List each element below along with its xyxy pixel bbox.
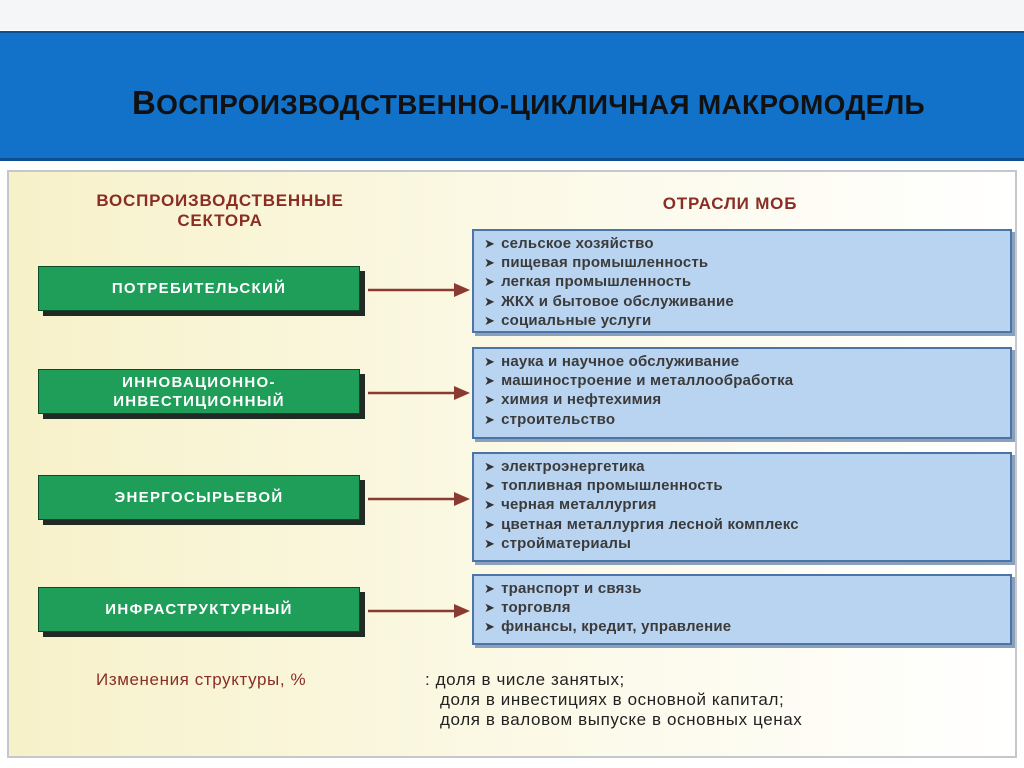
sectors-header-line-2: СЕКТОРА <box>177 211 263 230</box>
sector-consumer-button <box>38 266 360 311</box>
sector-infrastructure-button <box>38 587 360 632</box>
sector-innovation-investment-button <box>38 369 360 414</box>
sector-label-line-1: ИННОВАЦИОННО- <box>122 373 276 391</box>
arrowhead-bullet-icon: ➤ <box>484 274 496 290</box>
branches-list-infrastructure <box>472 574 1012 645</box>
list-item: ➤ ЖКХ и бытовое обслуживание <box>484 292 734 310</box>
sector-energy-raw-button <box>38 475 360 520</box>
list-item: ➤ электроэнергетика <box>484 458 645 475</box>
footer-line-3: доля в валовом выпуске в основных ценах <box>440 710 803 729</box>
right-arrow-icon <box>368 385 472 401</box>
footer-line-2: доля в инвестициях в основной капитал; <box>440 690 785 709</box>
branches-list-consumer <box>472 229 1012 333</box>
list-item: ➤ торговля <box>484 599 571 617</box>
arrowhead-bullet-icon: ➤ <box>484 581 496 596</box>
list-item: ➤ машиностроение и металлообработка <box>484 372 794 390</box>
arrowhead-bullet-icon: ➤ <box>484 459 496 474</box>
arrowhead-bullet-icon: ➤ <box>484 255 496 271</box>
top-strip <box>0 0 1024 30</box>
list-item: ➤ цветная металлургия лесной комплекс <box>484 515 799 533</box>
branches-list-energy <box>472 452 1012 562</box>
list-item: ➤ пищевая промышленность <box>484 254 709 272</box>
arrowhead-bullet-icon: ➤ <box>484 411 496 427</box>
list-item: ➤ наука и научное обслуживание <box>484 353 740 370</box>
footer-label: Изменения структуры, % <box>96 670 307 689</box>
arrowhead-bullet-icon: ➤ <box>484 619 496 635</box>
sector-label: ЭНЕРГОСЫРЬЕВОЙ <box>114 489 284 506</box>
list-item: ➤ транспорт и связь <box>484 580 642 597</box>
list-item: ➤ строительство <box>484 410 616 428</box>
footer-line-1: : доля в числе занятых; <box>425 670 625 689</box>
sector-label: ИНФРАСТРУКТУРНЫЙ <box>105 601 293 618</box>
arrowhead-bullet-icon: ➤ <box>484 293 496 309</box>
right-arrow-icon <box>368 282 472 298</box>
arrowhead-bullet-icon: ➤ <box>484 373 496 389</box>
list-item: ➤ сельское хозяйство <box>484 235 654 252</box>
list-item: ➤ топливная промышленность <box>484 477 723 495</box>
arrowhead-bullet-icon: ➤ <box>484 236 496 251</box>
list-item: ➤ химия и нефтехимия <box>484 391 662 409</box>
arrowhead-bullet-icon: ➤ <box>484 478 496 494</box>
right-arrow-icon <box>368 491 472 507</box>
arrowhead-bullet-icon: ➤ <box>484 535 496 551</box>
list-item: ➤ финансы, кредит, управление <box>484 618 732 636</box>
arrowhead-bullet-icon: ➤ <box>484 392 496 408</box>
slide-title: ВОСПРОИЗВОДСТВЕННО-ЦИКЛИЧНАЯ МАКРОМОДЕЛЬ <box>132 84 925 121</box>
arrowhead-bullet-icon: ➤ <box>484 600 496 616</box>
sectors-header-line-1: ВОСПРОИЗВОДСТВЕННЫЕ <box>96 191 344 210</box>
sectors-header <box>40 191 400 231</box>
right-arrow-icon <box>368 603 472 619</box>
arrowhead-bullet-icon: ➤ <box>484 497 496 513</box>
list-item: ➤ стройматериалы <box>484 534 632 552</box>
arrowhead-bullet-icon: ➤ <box>484 312 496 328</box>
list-item: ➤ легкая промышленность <box>484 273 692 291</box>
arrowhead-bullet-icon: ➤ <box>484 516 496 532</box>
branches-header: ОТРАСЛИ МОБ <box>662 194 798 213</box>
branches-list-innovation <box>472 347 1012 439</box>
list-item: ➤ социальные услуги <box>484 311 652 329</box>
sector-label-line-2: ИНВЕСТИЦИОННЫЙ <box>113 392 285 410</box>
list-item: ➤ черная металлургия <box>484 496 657 514</box>
sector-label: ПОТРЕБИТЕЛЬСКИЙ <box>111 280 287 297</box>
arrowhead-bullet-icon: ➤ <box>484 354 496 369</box>
